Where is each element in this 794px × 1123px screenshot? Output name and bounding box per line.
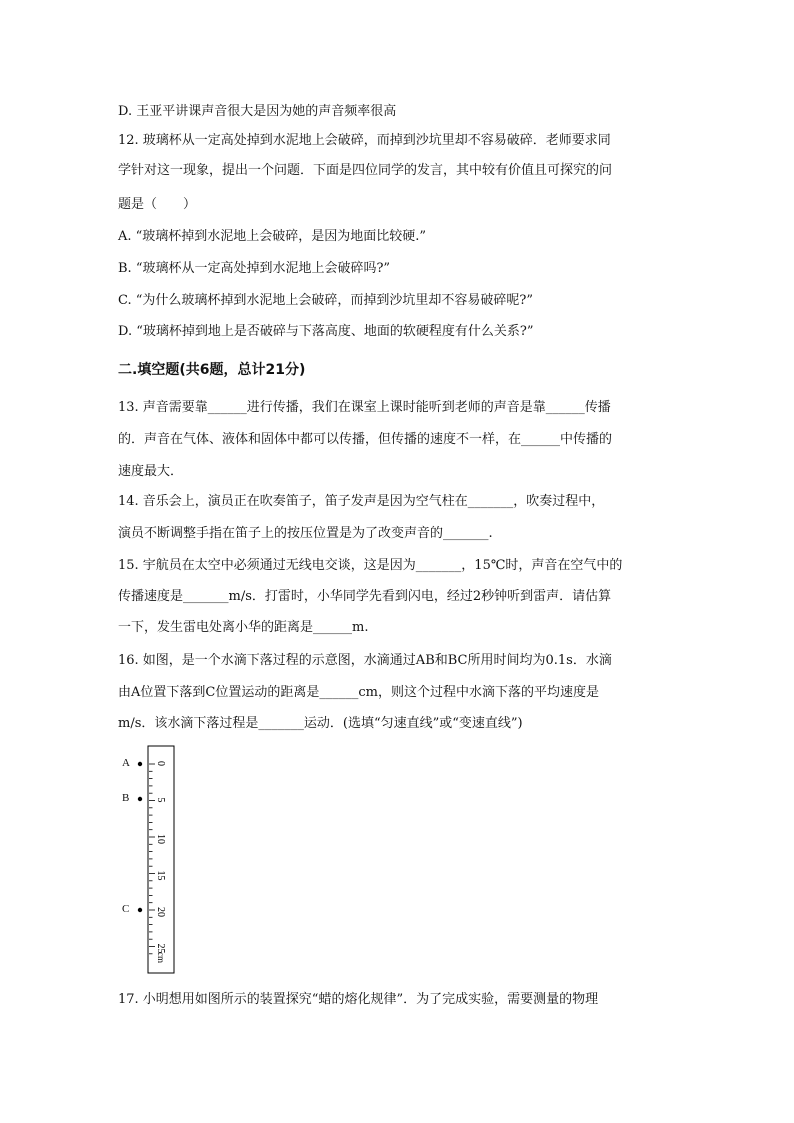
section-heading: 二.填空题(共6题，总计21分) [118, 362, 306, 378]
ruler-number: 10 [155, 834, 166, 844]
question-12-line-3: 题是（ ） [118, 197, 197, 212]
option-c-q12: C. “为什么玻璃杯掉到水泥地上会破碎，而掉到沙坑里却不容易破碎呢?” [118, 293, 534, 308]
drop-point-c [138, 908, 142, 912]
ruler-diagram [118, 745, 188, 975]
ruler-number: 20 [155, 907, 166, 917]
option-a-q12: A. “玻璃杯掉到水泥地上会破碎，是因为地面比较硬.” [118, 229, 427, 244]
point-label-a: A [122, 757, 130, 769]
question-14-line-2: 演员不断调整手指在笛子上的按压位置是为了改变声音的_______. [118, 526, 493, 541]
question-15-line-3: 一下，发生雷电处离小华的距离是______m. [118, 620, 369, 635]
question-16-line-1: 16. 如图，是一个水滴下落过程的示意图，水滴通过AB和BC所用时间均为0.1s．水滴 [118, 653, 612, 668]
question-13-line-2: 的．声音在气体、液体和固体中都可以传播，但传播的速度不一样，在______中传播的 [118, 432, 613, 447]
question-16-line-2: 由A位置下落到C位置运动的距离是______cm，则这个过程中水滴下落的平均速度是 [118, 685, 599, 700]
ruler-number: 15 [155, 870, 166, 881]
point-label-b: B [122, 792, 130, 804]
question-12-line-2: 学针对这一现象，提出一个问题．下面是四位同学的发言，其中较有价值且可探究的问 [118, 163, 613, 178]
ruler-number: 5 [155, 797, 166, 803]
water-drop-ruler-figure [118, 745, 188, 975]
option-b-q12: B. “玻璃杯从一定高处掉到水泥地上会破碎吗?” [118, 261, 391, 276]
ruler-unit-label: cm [156, 952, 166, 963]
ruler-number: 0 [155, 761, 166, 766]
question-12-line-1: 12. 玻璃杯从一定高处掉到水泥地上会破碎，而掉到沙坑里却不容易破碎．老师要求同 [118, 133, 611, 148]
question-13-line-3: 速度最大． [118, 464, 184, 479]
question-16-line-3: m/s．该水滴下落过程是_______运动．(选填“匀速直线”或“变速直线”) [118, 716, 523, 731]
question-15-line-2: 传播速度是_______m/s．打雷时，小华同学先看到闪电，经过2秒钟听到雷声．请估算 [118, 589, 612, 604]
point-label-c: C [122, 903, 130, 915]
drop-point-b [138, 797, 142, 801]
ruler-number: 25 [155, 943, 166, 954]
question-14-line-1: 14. 音乐会上，演员正在吹奏笛子，笛子发声是因为空气柱在_______，吹奏过程中， [118, 494, 605, 509]
question-17-line-1: 17. 小明想用如图所示的装置探究“蜡的熔化规律”．为了完成实验，需要测量的物理 [118, 992, 599, 1007]
question-13-line-1: 13. 声音需要靠______进行传播，我们在课室上课时能听到老师的声音是靠______传播 [118, 400, 611, 415]
option-d-q12: D. “玻璃杯掉到地上是否破碎与下落高度、地面的软硬程度有什么关系?” [118, 324, 534, 339]
option-d-q11: D. 王亚平讲课声音很大是因为她的声音频率很高 [118, 104, 397, 119]
question-15-line-1: 15. 宇航员在太空中必须通过无线电交谈，这是因为_______，15℃时，声音在空气中的 [118, 558, 623, 573]
drop-point-a [138, 762, 142, 766]
